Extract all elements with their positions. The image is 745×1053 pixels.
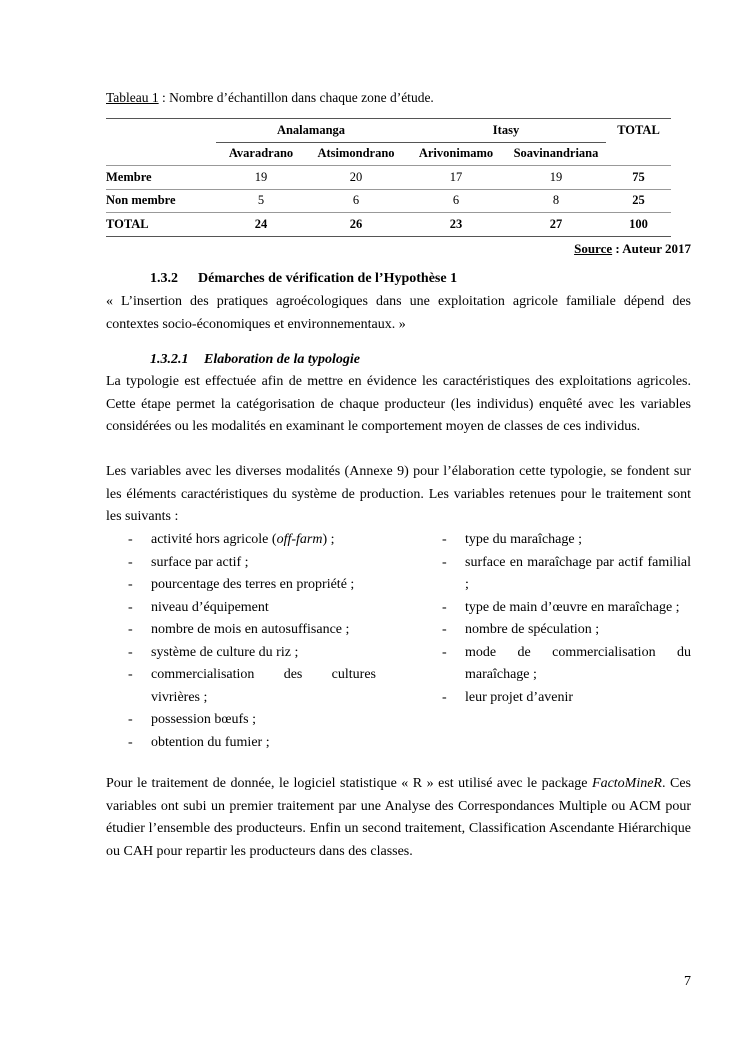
list-item: - pourcentage des terres en propriété ; bbox=[106, 574, 376, 597]
subsection-title: Elaboration de la typologie bbox=[204, 352, 360, 367]
list-item: - type du maraîchage ; bbox=[420, 529, 691, 552]
header-arivonimamo: Arivonimamo bbox=[418, 146, 494, 161]
table-row bbox=[106, 166, 671, 190]
section-title: Démarches de vérification de l’Hypothèse 1 bbox=[198, 271, 458, 286]
cell-value: 8 bbox=[506, 189, 606, 213]
cell-total: 100 bbox=[606, 213, 671, 237]
sample-size-table bbox=[106, 118, 671, 237]
list-item: - possession bœufs ; bbox=[106, 709, 376, 732]
table-source bbox=[574, 241, 691, 257]
variables-list-right bbox=[420, 529, 691, 709]
subsection-number: 1.3.2.1 bbox=[150, 352, 189, 367]
table-header-row bbox=[106, 119, 671, 143]
page-number: 7 bbox=[684, 974, 691, 989]
cell-value: 26 bbox=[306, 213, 406, 237]
table-caption-text: : Nombre d’échantillon dans chaque zone d’étude. bbox=[158, 90, 434, 105]
cell-value: 19 bbox=[216, 166, 306, 190]
section-number: 1.3.2 bbox=[150, 271, 178, 286]
cell-total: 25 bbox=[606, 189, 671, 213]
cell-value: 27 bbox=[506, 213, 606, 237]
hypothesis-text: « L’insertion des pratiques agroécologiques dans une exploitation agricole familiale dépend des contextes socio-économiques et environnementaux. » bbox=[106, 294, 691, 332]
list-item: - type de main d’œuvre en maraîchage ; bbox=[420, 597, 691, 620]
list-item: - obtention du fumier ; bbox=[106, 732, 376, 755]
list-item: - mode de commercialisation du maraîchage ; bbox=[420, 642, 691, 687]
table-caption-label: Tableau 1 bbox=[106, 90, 159, 105]
source-text: : Auteur 2017 bbox=[612, 241, 691, 256]
list-item: - surface par actif ; bbox=[106, 552, 376, 575]
paragraph-typologie: La typologie est effectuée afin de mettre en évidence les caractéristiques des exploitations agricoles. Cette étape permet la catégorisation de chaque producteur (les individus) enquêté avec les variables considérées ou les modalités en examinant le comportement moyen de classes de ces individus. bbox=[106, 374, 691, 434]
source-label: Source bbox=[574, 241, 613, 256]
row-label: TOTAL bbox=[106, 213, 216, 237]
table-caption bbox=[106, 89, 434, 106]
list-item: - activité hors agricole (off-farm) ; bbox=[106, 529, 376, 552]
row-label: Non membre bbox=[106, 189, 216, 213]
list-item: - nombre de mois en autosuffisance ; bbox=[106, 619, 376, 642]
table-row bbox=[106, 213, 671, 237]
header-analamanga: Analamanga bbox=[216, 119, 406, 143]
list-item: - leur projet d’avenir bbox=[420, 687, 691, 710]
list-item: - surface en maraîchage par actif familial ; bbox=[420, 552, 691, 597]
subsection-heading bbox=[150, 352, 360, 368]
cell-value: 17 bbox=[406, 166, 506, 190]
table-row bbox=[106, 189, 671, 213]
paragraph-final: Pour le traitement de donnée, le logiciel statistique « R » est utilisé avec le package FactoMineR. Ces variables ont subi un premier traitement par une Analyse des Correspondances Multiple ou ACM pour étudier l’ensemble des producteurs. Enfin un second traitement, Classification Ascendante Hiérarchique ou CAH pour repartir les producteurs dans des classes. bbox=[106, 776, 691, 859]
header-atsimondrano: Atsimondrano bbox=[317, 146, 395, 161]
cell-value: 5 bbox=[216, 189, 306, 213]
section-heading bbox=[150, 271, 457, 287]
row-label: Membre bbox=[106, 166, 216, 190]
list-item: - système de culture du riz ; bbox=[106, 642, 376, 665]
cell-value: 20 bbox=[306, 166, 406, 190]
variables-list-left bbox=[106, 529, 376, 754]
list-item: - commercialisation des cultures vivrières ; bbox=[106, 664, 376, 709]
cell-value: 19 bbox=[506, 166, 606, 190]
header-soavinandriana: Soavinandriana bbox=[513, 146, 599, 161]
header-avaradrano: Avaradrano bbox=[228, 146, 294, 161]
cell-value: 6 bbox=[406, 189, 506, 213]
list-item: - niveau d’équipement bbox=[106, 597, 376, 620]
header-itasy: Itasy bbox=[406, 119, 606, 143]
header-total: TOTAL bbox=[606, 119, 671, 166]
cell-value: 6 bbox=[306, 189, 406, 213]
table-subheader-row bbox=[106, 142, 671, 166]
cell-total: 75 bbox=[606, 166, 671, 190]
cell-value: 24 bbox=[216, 213, 306, 237]
cell-value: 23 bbox=[406, 213, 506, 237]
list-item: - nombre de spéculation ; bbox=[420, 619, 691, 642]
paragraph-variables: Les variables avec les diverses modalités (Annexe 9) pour l’élaboration cette typologie, se fondent sur les éléments caractéristiques du système de production. Les variables retenues pour le traitement sont les suivants : bbox=[106, 464, 691, 524]
